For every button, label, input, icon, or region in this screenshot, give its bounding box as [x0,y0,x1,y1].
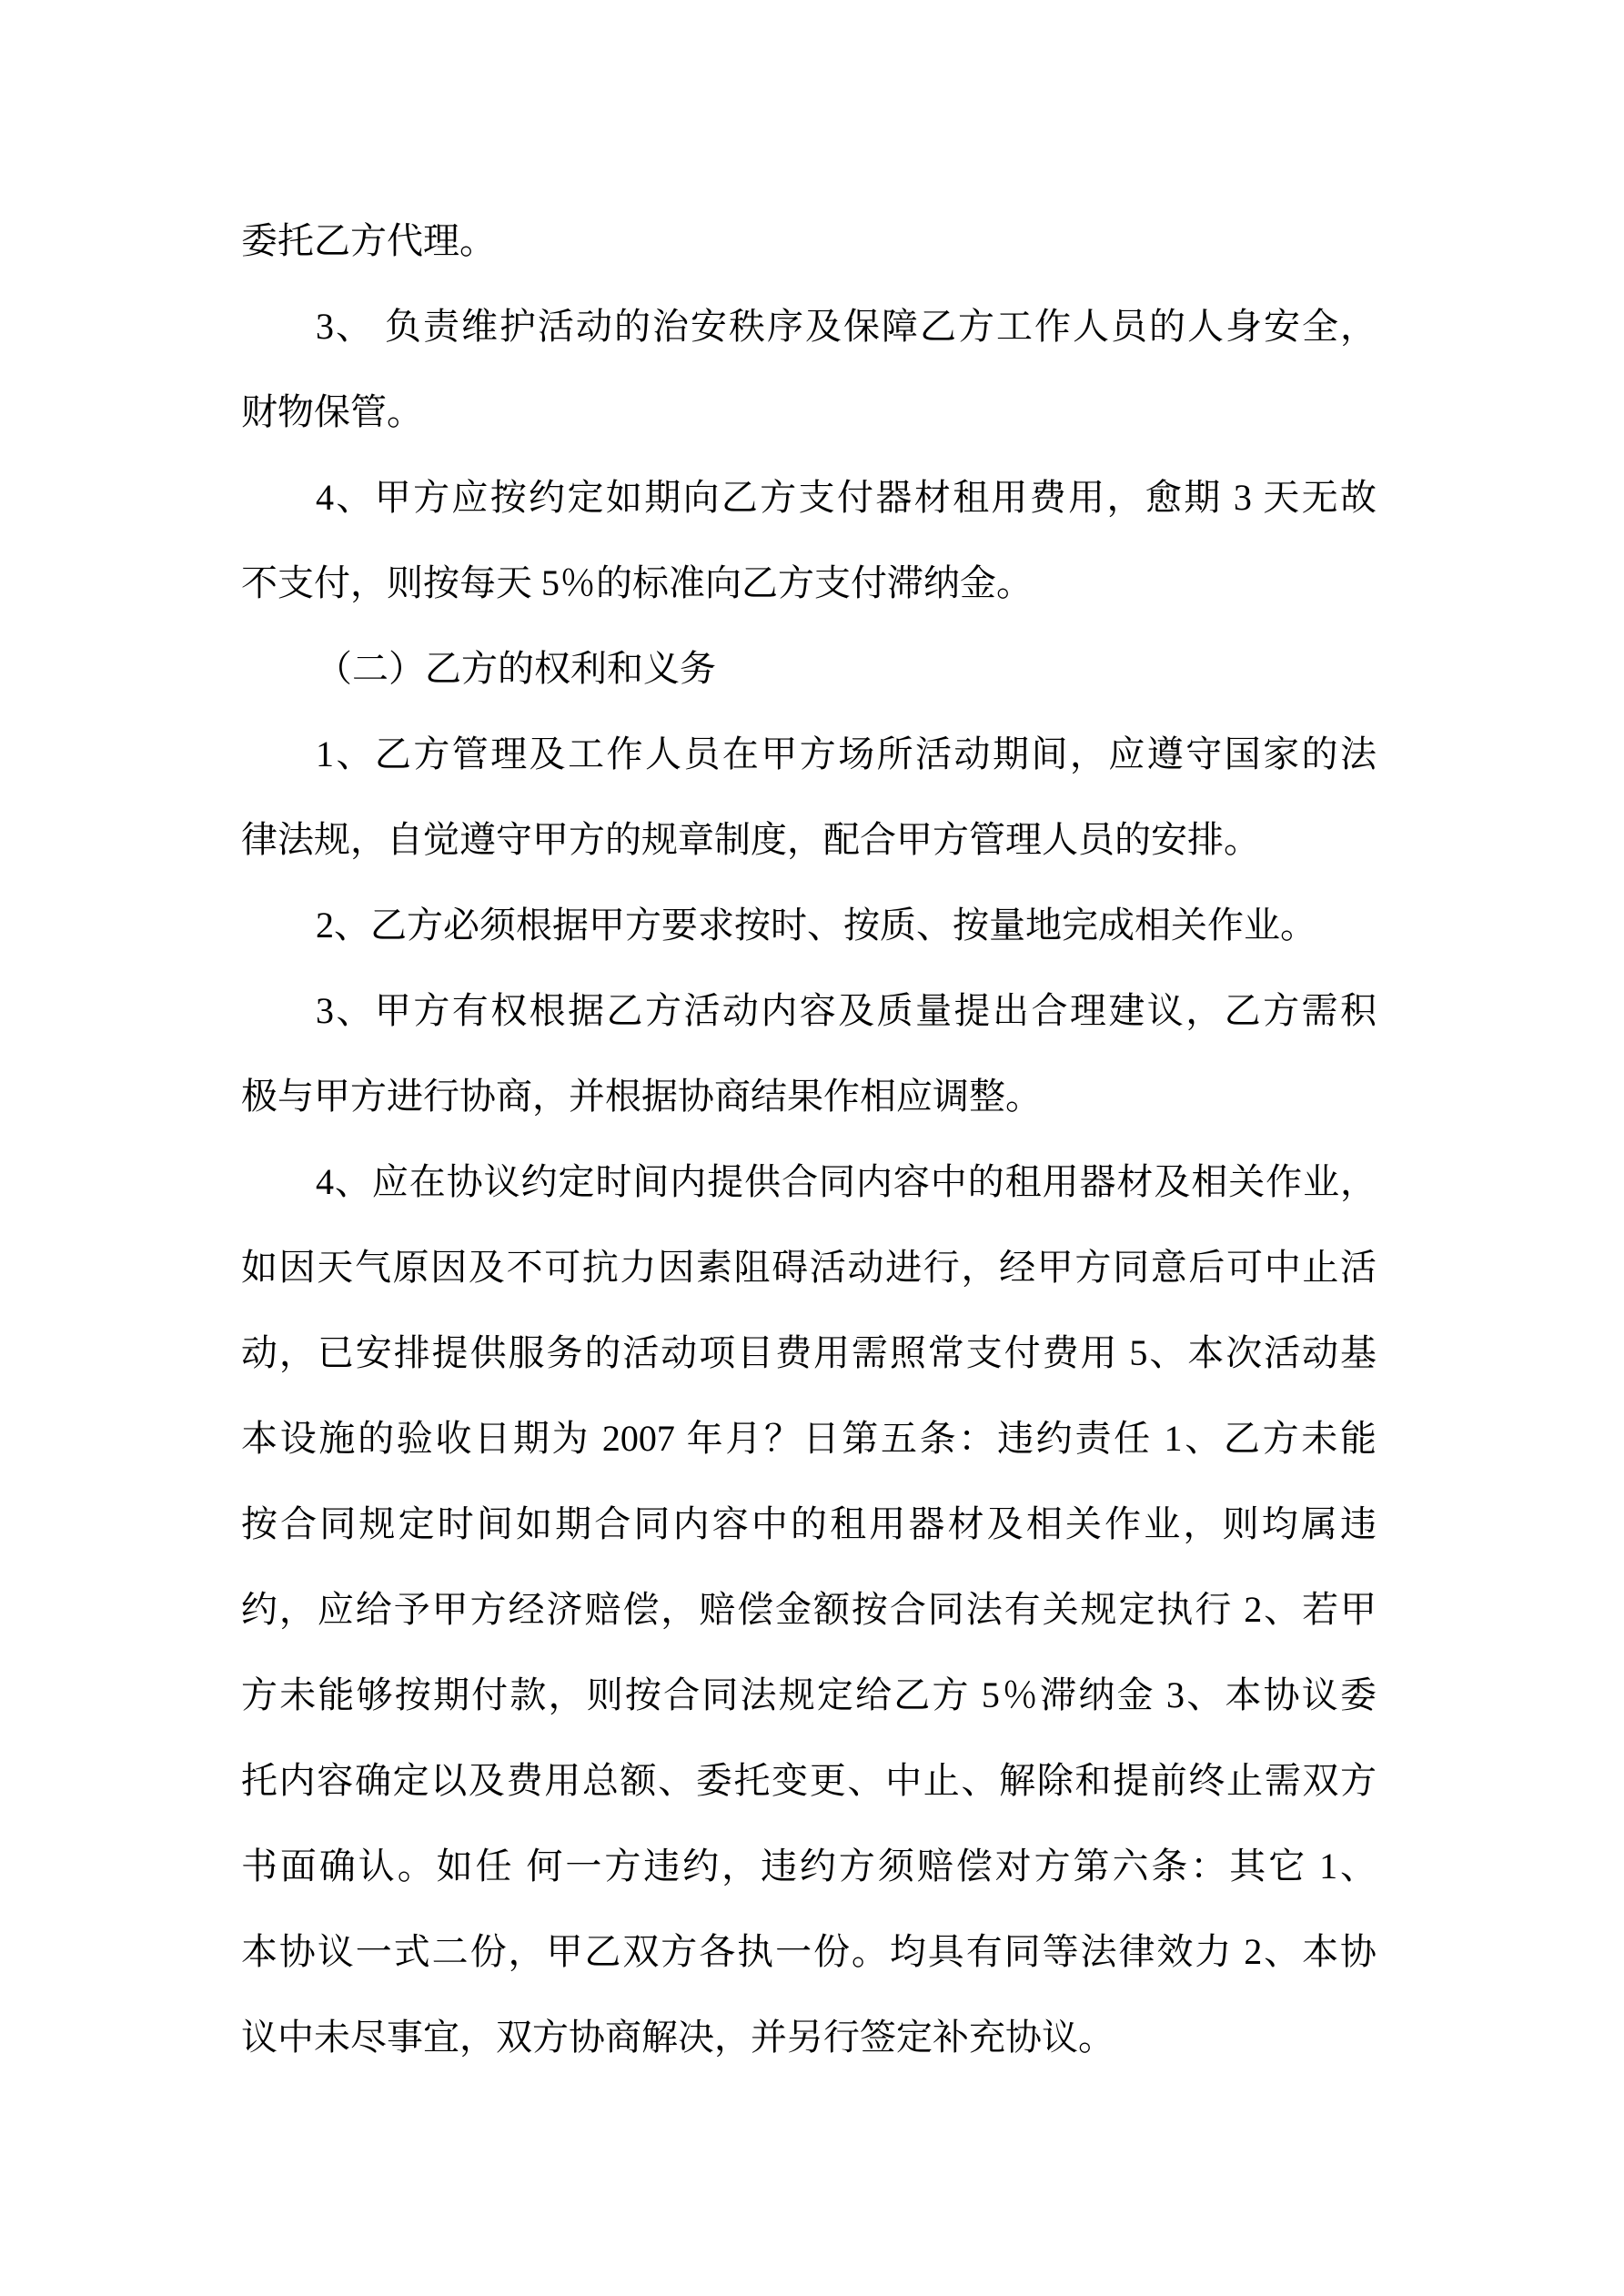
paragraph-line: 约，应给予甲方经济赔偿，赔偿金额按合同法有关规定执行 2、若甲 [241,1589,1377,1630]
section-heading-line: （二）乙方的权利和义务 [316,648,716,689]
paragraph-line: 财物保管。 [241,391,423,432]
paragraph-line: 书面确认。如任 何一方违约，违约方须赔偿对方第六条：其它 1、 [241,1846,1377,1886]
paragraph-line: 本设施的验收日期为 2007 年月？日第五条：违约责任 1、乙方未能 [241,1418,1377,1459]
paragraph-line: 3、甲方有权根据乙方活动内容及质量提出合理建议，乙方需积 [316,990,1377,1031]
paragraph-line: 方未能够按期付款，则按合同法规定给乙方 5％滞纳金 3、本协议委 [241,1674,1377,1715]
paragraph-line: 委托乙方代理。 [241,220,496,261]
paragraph-line: 律法规，自觉遵守甲方的规章制度，配合甲方管理人员的安排。 [241,819,1260,860]
paragraph-line: 4、甲方应按约定如期向乙方支付器材租用费用，愈期 3 天无故 [316,477,1377,518]
paragraph-line: 动，已安排提供服务的活动项目费用需照常支付费用 5、本次活动基 [241,1332,1377,1373]
paragraph-line: 托内容确定以及费用总额、委托变更、中止、解除和提前终止需双方 [241,1760,1377,1801]
paragraph-line: 如因天气原因及不可抗力因素阻碍活动进行，经甲方同意后可中止活 [241,1247,1377,1288]
paragraph-line: 本协议一式二份，甲乙双方各执一份。均具有同等法律效力 2、本协 [241,1931,1377,1972]
contract-text-block [241,198,1377,2080]
paragraph-line: 极与甲方进行协商，并根据协商结果作相应调整。 [241,1076,1042,1117]
paragraph-line: 按合同规定时间如期合同内容中的租用器材及相关作业，则均属违 [241,1503,1377,1544]
paragraph-line: 不支付，则按每天 5％的标准向乙方支付滞纳金。 [241,562,1033,603]
paragraph-line: 3、 负责维护活动的治安秩序及保障乙方工作人员的人身安全， [316,306,1377,347]
paragraph-line: 2、乙方必须根据甲方要求按时、按质、按量地完成相关作业。 [316,905,1316,946]
paragraph-line: 1、乙方管理及工作人员在甲方场所活动期间，应遵守国家的法 [316,733,1377,774]
paragraph-line: 4、应在协议约定时间内提供合同内容中的租用器材及相关作业， [316,1161,1377,1202]
paragraph-line: 议中未尽事宜，双方协商解决，并另行签定补充协议。 [241,2017,1115,2058]
